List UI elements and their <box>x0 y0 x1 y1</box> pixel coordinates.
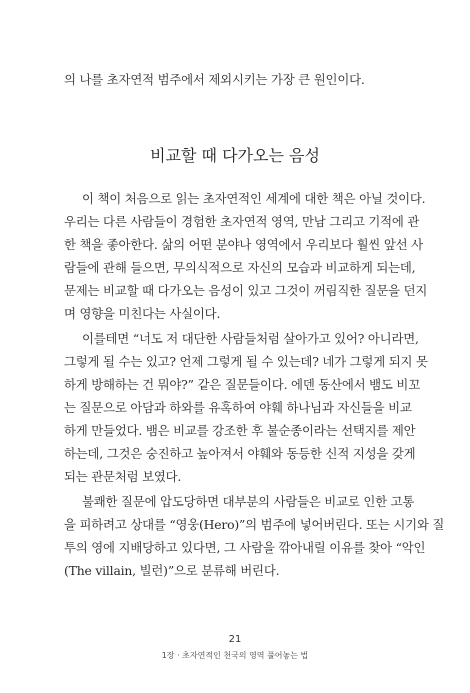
paragraph-line: (The villain, 빌런)”으로 분류해 버린다. <box>64 563 280 578</box>
paragraph-line: 불쾌한 질문에 압도당하면 대부분의 사람들은 비교로 인한 고통 <box>82 494 415 509</box>
paragraph-line: 람들에 관해 들으면, 무의식적으로 자신의 모습과 비교하게 되는데, <box>64 260 416 275</box>
paragraph-line: 는 질문으로 아담과 하와를 유혹하여 야훼 하나님과 자신들을 비교 <box>64 400 412 415</box>
paragraph-line: 며 영향을 미친다는 사실이다. <box>64 306 221 321</box>
page-number: 21 <box>228 634 242 645</box>
paragraph-line: 을 피하려고 상대를 “영웅(Hero)”의 범주에 넣어버린다. 또는 시기와 질 <box>64 517 445 532</box>
paragraph-line: 이 책이 처음으로 읽는 초자연적인 세계에 대한 책은 아닐 것이다. <box>82 191 426 206</box>
running-footer: 1장 · 초자연적인 천국의 영역 풀어놓는 법 <box>161 651 309 660</box>
section-title: 비교할 때 다가오는 음성 <box>150 146 320 165</box>
paragraph-line: 우리는 다른 사람들이 경험한 초자연적 영역, 만남 그리고 기적에 관 <box>64 214 420 229</box>
intro-line: 의 나를 초자연적 범주에서 제외시키는 가장 큰 원인이다. <box>64 72 365 87</box>
paragraph-line: 하게 방해하는 건 뭐야?” 같은 질문들이다. 에덴 동산에서 뱀도 비꼬 <box>64 377 420 392</box>
paragraph-line: 문제는 비교할 때 다가오는 음성이 있고 그것이 꺼림직한 질문을 던지 <box>64 283 428 298</box>
paragraph-line: 하게 만들었다. 뱀은 비교를 강조한 후 불순종이라는 선택지를 제안 <box>64 423 416 438</box>
paragraph-line: 하는데, 그것은 숭진하고 높아져서 야훼와 동등한 신적 지성을 갖게 <box>64 446 416 461</box>
paragraph-line: 되는 관문처럼 보였다. <box>64 469 182 484</box>
paragraph-line: 이를테면 “너도 저 대단한 사람들처럼 살아가고 있어? 아니라면, <box>82 331 419 346</box>
paragraph-line: 한 책을 좋아한다. 삶의 어떤 분야나 영역에서 우리보다 훨씬 앞선 사 <box>64 237 423 252</box>
paragraph-line: 그렇게 될 수는 있고? 언제 그렇게 될 수 있는데? 네가 그렇게 되지 못 <box>64 354 428 369</box>
paragraph-line: 투의 영에 지배당하고 있다면, 그 사람을 깎아내릴 이유를 찾아 “악인 <box>64 540 426 555</box>
